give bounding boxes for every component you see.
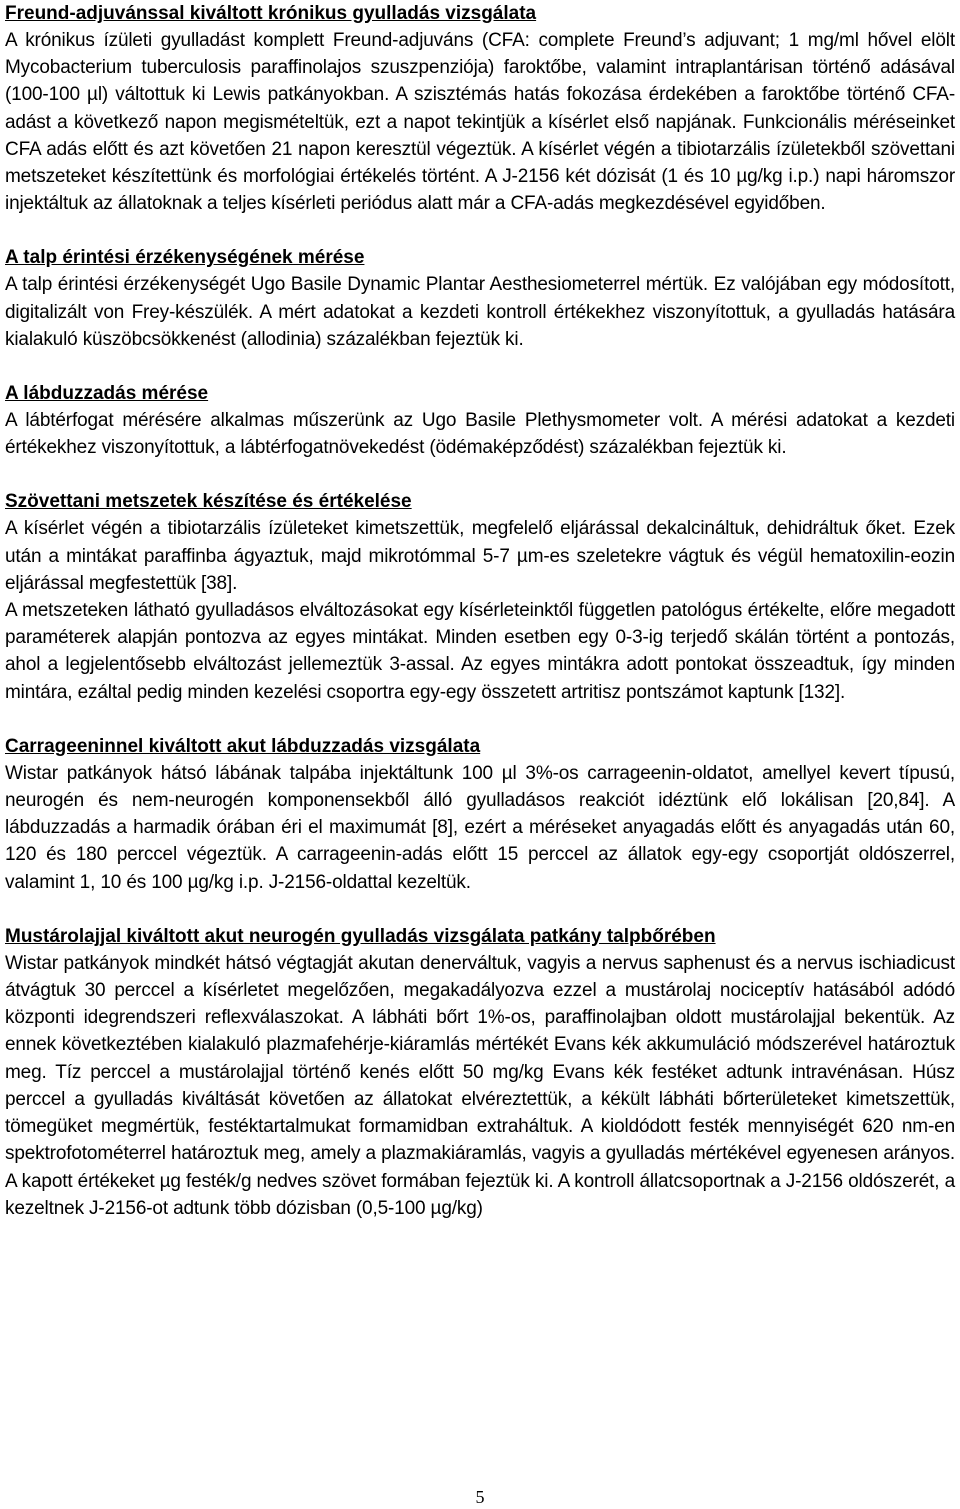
- document-page: [5, 0, 955, 1222]
- spacer: [5, 706, 955, 733]
- spacer: [5, 896, 955, 923]
- paragraph: Wistar patkányok mindkét hátsó végtagját akutan denerváltuk, vagyis a nervus saphenust és a nervus ischiadicust átvágtuk 30 perccel a kísérletet megelőzően, megakadályozva ezzel a mustárolaj nociceptív hatásából adódó központi idegrendszeri reflexválaszokat. A lábháti bőrt 1%-os, paraffinolajban oldott mustárolajjal bekentük. Az ennek következtében kialakuló plazmafehérje-kiáramlás mértékét Evans kék akkumuláció módszerével határoztuk meg. Tíz perccel a mustárolajjal történő kenés előtt 50 mg/kg Evans kék festéket adtunk intravénásan. Húsz perccel a gyulladás kiváltását követően az állatokat elvéreztettük, a kékült lábháti bőrterületeket kimetszettük, tömegüket megmértük, festéktartalmukat formamidban extraháltuk. A kioldódott festék mennyiségét 620 nm-en spektrofotométerrel határoztuk meg, amely a plazmakiáramlás, vagyis a gyulladás mértékével egyenesen arányos. A kapott értékeket µg festék/g nedves szövet formában fejeztük ki. A kontroll állatcsoportnak a J-2156 oldószerét, a kezeltnek J-2156-ot adtunk több dózisban (0,5-100 µg/kg): [5, 952, 955, 1219]
- section-carrageenin: [5, 733, 955, 896]
- section-touch-sensitivity: [5, 244, 955, 353]
- section-heading: A talp érintési érzékenységének mérése: [5, 247, 365, 269]
- section-histology: [5, 488, 955, 705]
- spacer: [5, 217, 955, 244]
- paragraph: A talp érintési érzékenységét Ugo Basile Dynamic Plantar Aesthesiometerrel mértük. Ez valójában egy módosított, digitalizált von Frey-készülék. A mért adatokat a kezdeti kontroll értékekhez viszonyítottuk, a gyulladás hatására kialakuló küszöbcsökkenést (allodinia) százalékban fejeztük ki.: [5, 274, 955, 350]
- section-heading: Freund-adjuvánssal kiváltott krónikus gyulladás vizsgálata: [5, 3, 537, 24]
- section-paw-swelling: [5, 380, 955, 461]
- spacer: [5, 353, 955, 380]
- paragraph: A metszeteken látható gyulladásos elváltozásokat egy kísérleteinktől független patológus értékelte, előre megadott paraméterek alapján pontozva az egyes mintákat. Minden esetben egy 0-3-ig terjedő skálán történt a pontozás, ahol a legjelentősebb elváltozást jellemeztük 3-assal. Az egyes mintákra adott pontokat összeadtuk, így minden mintára, ezáltal pedig minden kezelési csoportra egy-egy összetett artritisz pontszámot kaptunk [132].: [5, 600, 955, 703]
- paragraph: A krónikus ízületi gyulladást komplett Freund-adjuváns (CFA: complete Freund’s adjuvant; 1 mg/ml hővel elölt Mycobacterium tuberculosis paraffinolajos szuszpenziója) faroktőbe, valamint intraplantárisan történő adásával (100-100 µl) váltottuk ki Lewis patkányokban. A szisztémás hatás fokozása érdekében a faroktőbe történő CFA-adást a következő napon megismételtük, ezt a napot tekintjük a kísérlet első napjának. Funkcionális méréseinket CFA adás előtt és azt követően 21 napon keresztül végeztük. A kísérlet végén a tibiotarzális ízületekből szövettani metszeteket készítettünk és morfológiai értékelés történt. A J-2156 két dózisát (1 és 10 µg/kg i.p.) napi háromszor injektáltuk az állatoknak a teljes kísérleti periódus alatt már a CFA-adás megkezdésével egyidőben.: [5, 30, 955, 215]
- section-heading: Mustárolajjal kiváltott akut neurogén gyulladás vizsgálata patkány talpbőrében: [5, 925, 716, 947]
- page-number: 5: [475, 1487, 485, 1507]
- paragraph: A kísérlet végén a tibiotarzális ízületeket kimetszettük, megfelelő eljárással dekalcináltuk, dehidráltuk őket. Ezek után a mintákat paraffinba ágyaztuk, majd mikrotómmal 5-7 µm-es szeletekre vágtuk és végül hematoxilin-eozin eljárással megfestettük [38].: [5, 518, 955, 594]
- spacer: [5, 461, 955, 488]
- section-mustard-oil: [5, 923, 955, 1222]
- section-cfa: [5, 0, 955, 217]
- section-heading: Carrageeninnel kiváltott akut lábduzzadás vizsgálata: [5, 735, 481, 757]
- paragraph: Wistar patkányok hátsó lábának talpába injektáltunk 100 µl 3%-os carrageenin-oldatot, amellyel kevert típusú, neurogén és nem-neurogén komponensekből álló gyulladásos reakciót idéztünk elő lokálisan [20,84]. A lábduzzadás a harmadik órában éri el maximumát [8], ezért a méréseket anyagadás előtt és anyagadás után 60, 120 és 180 perccel végeztük. A carrageenin-adás előtt 15 perccel az állatok egy-egy csoportját oldószerrel, valamint 1, 10 és 100 µg/kg i.p. J-2156-oldattal kezeltük.: [5, 762, 955, 893]
- section-heading: Szövettani metszetek készítése és értékelése: [5, 491, 412, 513]
- section-heading: A lábduzzadás mérése: [5, 383, 209, 405]
- paragraph: A lábtérfogat mérésére alkalmas műszerünk az Ugo Basile Plethysmometer volt. A mérési adatokat a kezdeti értékekhez viszonyítottuk, a lábtérfogatnövekedést (ödémaképződést) százalékban fejeztük ki.: [5, 410, 955, 459]
